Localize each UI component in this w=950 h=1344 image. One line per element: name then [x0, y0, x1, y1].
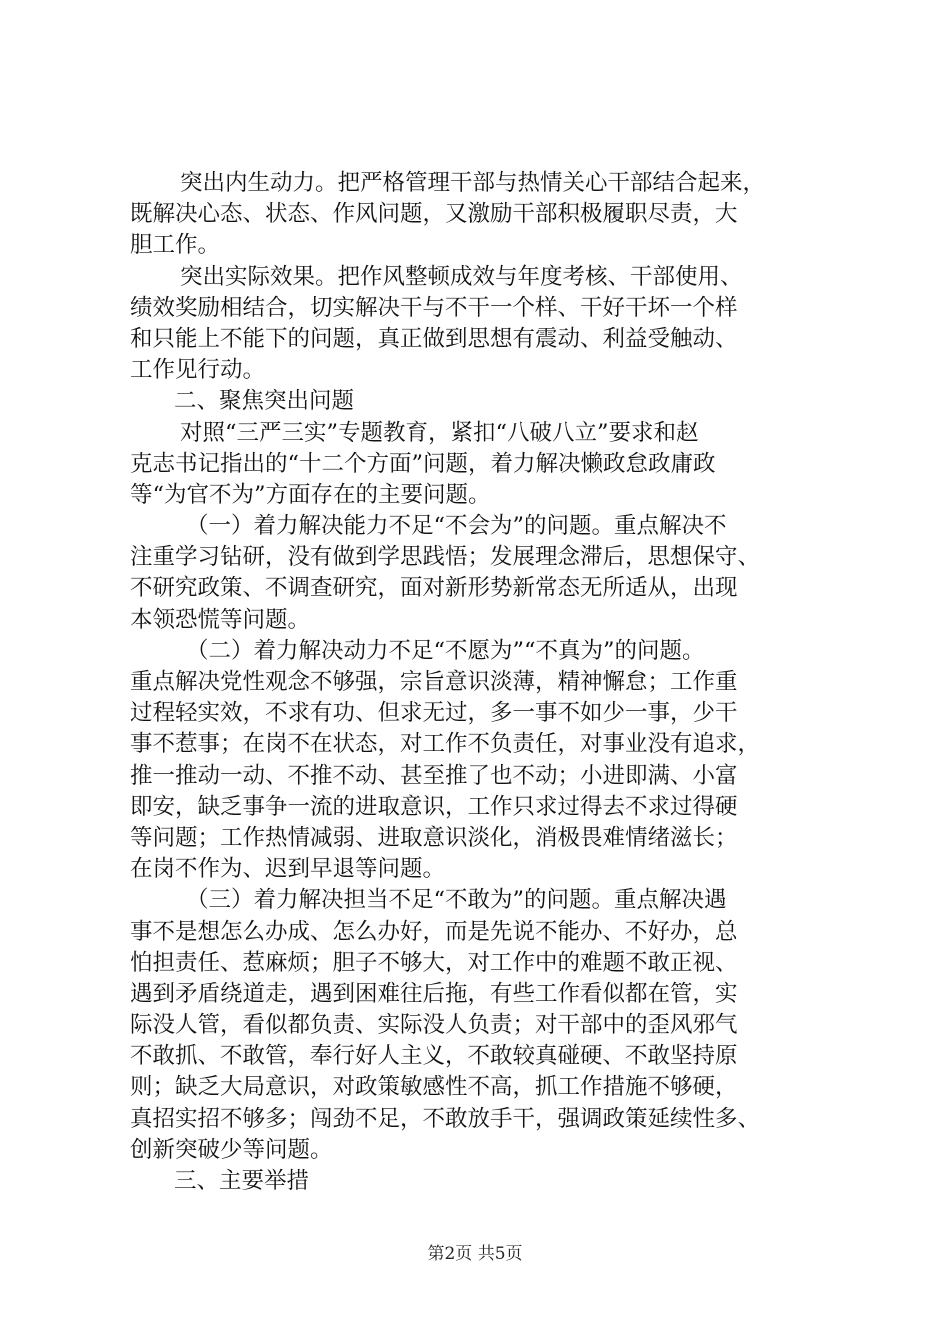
paragraph-line: 胆工作。 [130, 232, 221, 259]
section-heading: 二、聚焦突出问题 [174, 388, 355, 415]
paragraph-line: 工作见行动。 [130, 357, 266, 384]
paragraph-line: 创新突破少等问题。 [130, 1136, 333, 1163]
page-number-footer: 第2页 共5页 [427, 1244, 523, 1264]
paragraph-line: 则；缺乏大局意识，对政策敏感性不高，抓工作措施不够硬， [130, 1074, 738, 1101]
section-heading: 三、主要举措 [174, 1168, 310, 1194]
paragraph-line: 事不惹事；在岗不在状态，对工作不负责任，对事业没有追求， [130, 731, 761, 758]
paragraph-line: 等“为官不为”方面存在的主要问题。 [130, 481, 491, 508]
paragraph-line: 突出实际效果。把作风整顿成效与年度考核、干部使用、 [180, 263, 743, 290]
paragraph-line: 际没人管，看似都负责、实际没人负责；对干部中的歪风邪气 [130, 1012, 738, 1039]
paragraph-line: 重点解决党性观念不够强，宗旨意识淡薄，精神懈怠；工作重 [130, 669, 738, 695]
paragraph-line: 遇到矛盾绕道走，遇到困难往后拖，有些工作看似都在管，实 [130, 980, 738, 1007]
paragraph-line: 注重学习钻研，没有做到学思践悟；发展理念滞后，思想保守、 [130, 544, 761, 571]
paragraph-line: 在岗不作为、迟到早退等问题。 [130, 856, 446, 883]
paragraph-line: 不敢抓、不敢管，奉行好人主义，不敢较真碰硬、不敢坚持原 [130, 1043, 738, 1070]
paragraph-line: 事不是想怎么办成、怎么办好，而是先说不能办、不好办，总 [130, 918, 738, 945]
paragraph-line: 过程轻实效，不求有功、但求无过，多一事不如少一事，少干 [130, 700, 738, 727]
paragraph-line: 本领恐慌等问题。 [130, 606, 311, 633]
paragraph-line: 既解决心态、状态、作风问题，又激励干部积极履职尽责，大 [130, 201, 738, 228]
paragraph-line: 等问题；工作热情减弱、进取意识淡化，消极畏难情绪滋长； [130, 824, 738, 851]
paragraph-line: （一）着力解决能力不足“不会为”的问题。重点解决不 [186, 513, 727, 540]
paragraph-line: 不研究政策、不调查研究，面对新形势新常态无所适从，出现 [130, 575, 738, 602]
paragraph-line: （三）着力解决担当不足“不敢为”的问题。重点解决遇 [186, 887, 727, 914]
paragraph-line: 即安，缺乏事争一流的进取意识，工作只求过得去不求过得硬 [130, 793, 738, 820]
paragraph-line: 推一推动一动、不推不动、甚至推了也不动；小进即满、小富 [130, 762, 738, 789]
paragraph-line: 突出内生动力。把严格管理干部与热情关心干部结合起来， [180, 170, 766, 196]
paragraph-line: 和只能上不能下的问题，真正做到思想有震动、利益受触动、 [130, 325, 738, 352]
paragraph-line: 怕担责任、惹麻烦；胆子不够大，对工作中的难题不敢正视、 [130, 949, 738, 976]
document-body [130, 168, 830, 1197]
paragraph-line: （二）着力解决动力不足“不愿为”“不真为”的问题。 [186, 637, 705, 664]
paragraph-line: 真招实招不够多；闯劲不足，不敢放手干，强调政策延续性多、 [130, 1105, 761, 1132]
paragraph-line: 克志书记指出的“十二个方面”问题，着力解决懒政怠政庸政 [130, 450, 716, 477]
paragraph-line: 绩效奖励相结合，切实解决干与不干一个样、干好干坏一个样 [130, 294, 738, 321]
paragraph-line: 对照“三严三实”专题教育，紧扣“八破八立”要求和赵 [180, 419, 699, 446]
